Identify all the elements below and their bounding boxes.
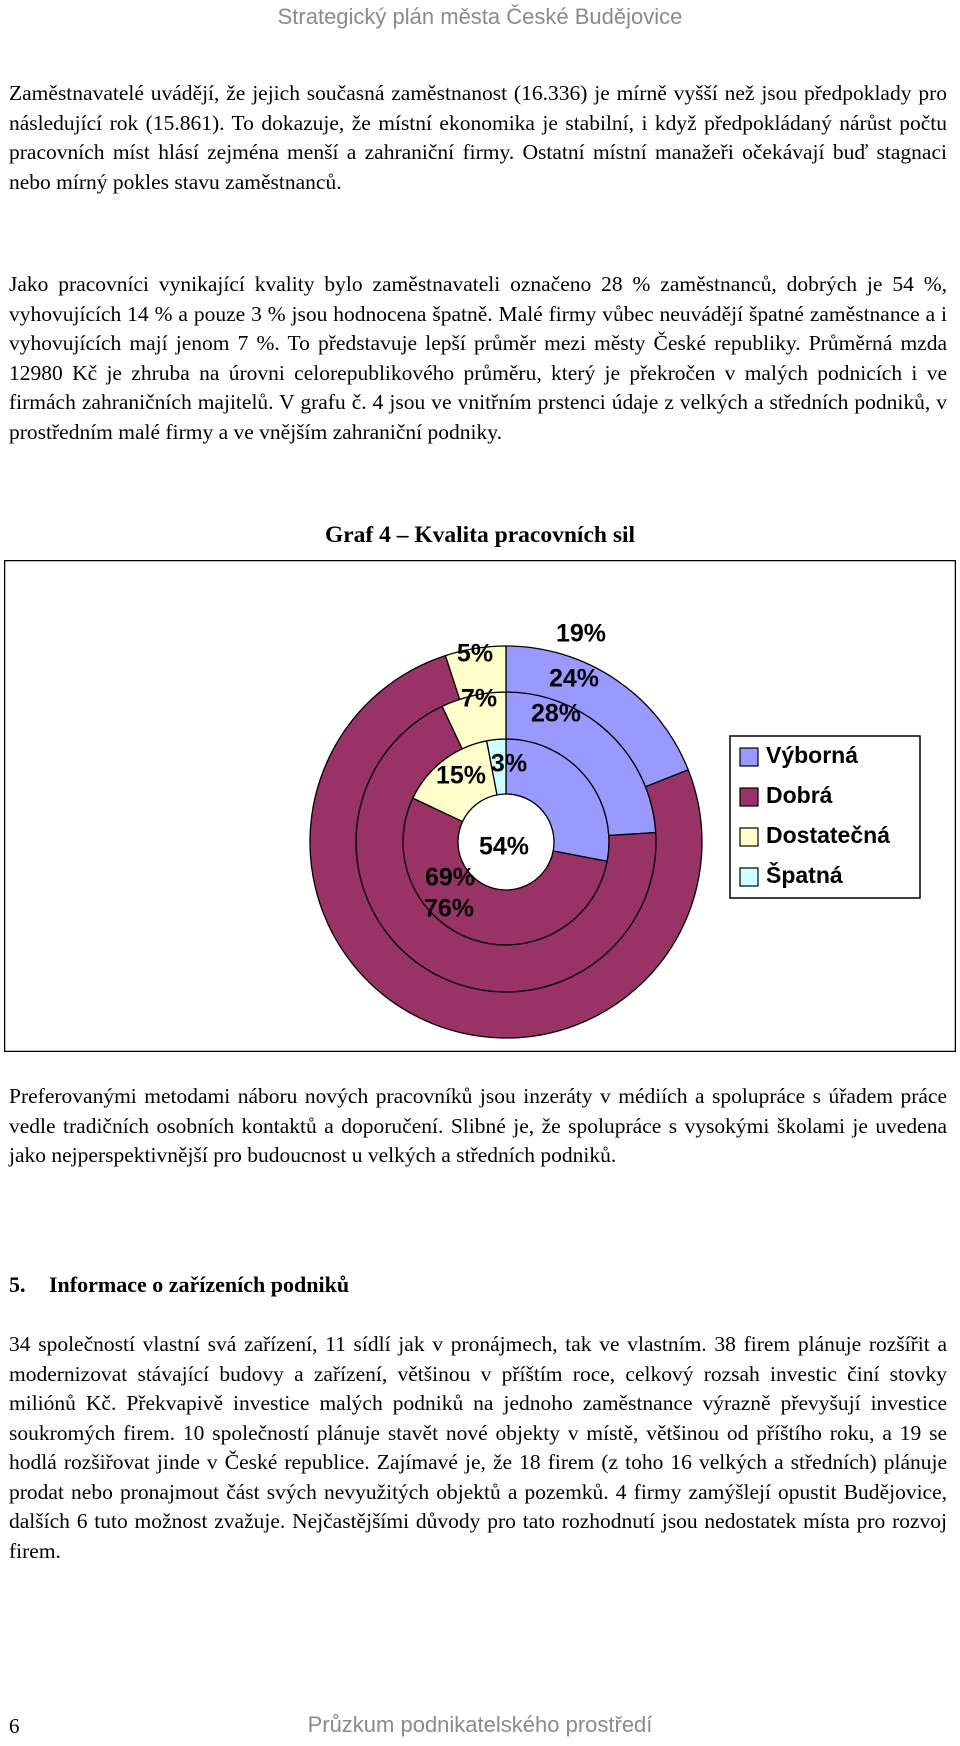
paragraph-employment [9,79,947,197]
paragraph-text: Preferovanými metodami náboru nových pracovníků jsou inzeráty v médiích a spolupráce s úřadem práce vedle tradičních osobních kontaktů a doporučení. Slibné je, že spolupráce s vysokými školami je uvedena jako nejperspektivnější pro budoucnost u velkých a středních podniků. [9,1084,947,1167]
data-label: 76% [423,894,475,923]
legend-swatch [740,788,758,806]
legend-label: Dobrá [766,782,833,809]
page-header: Strategický plán města České Budějovice [277,4,683,29]
legend-swatch [740,748,758,766]
data-label: 54% [478,832,530,861]
section-title: Informace o zařízeních podniků [49,1272,350,1297]
legend-swatch [740,868,758,886]
doughnut-chart [4,560,956,1052]
data-label: 19% [555,619,607,648]
section-number: 5. [9,1272,26,1297]
data-label: 28% [530,699,582,728]
page-footer: Průzkum podnikatelského prostředí [307,1712,653,1737]
legend-swatch [740,828,758,846]
paragraph-text: Zaměstnavatelé uvádějí, že jejich současná zaměstnanost (16.336) je mírně vyšší než jsou předpoklady pro následující rok (15.861). To dokazuje, že místní ekonomika je stabilní, i když předpokládaný nárůst počtu pracovních míst hlásí zejména menší a zahraniční firmy. Ostatní místní manažeři očekávají buď stagnaci nebo mírný pokles stavu zaměstnanců. [9,81,947,194]
paragraph-text: 34 společností vlastní svá zařízení, 11 sídlí jak v pronájmech, tak ve vlastním. 38 firem plánuje rozšířit a modernizovat stávající budovy a zařízení, většinou v příštím roce, celkový rozsah investic činí stovky miliónů Kč. Překvapivě investice malých podniků na jednoho zaměstnance výrazně převyšují investice soukromých firem. 10 společností plánuje stavět nové objekty v místě, většinou od příštího roku, a 19 se hodlá rozšiřovat jinde v České republice. Zajímavé je, že 18 firem (z toho 16 velkých a středních) plánuje prodat nebo pronajmout část svých nevyužitých objektů a pozemků. 4 firmy zamýšlejí opustit Budějovice, dalších 6 tuto možnost zvažuje. Nejčastějšími důvody pro tato rozhodnutí jsou nedostatek místa pro rozvoj firem. [9,1332,947,1563]
legend-label: Výborná [766,742,859,769]
legend-label: Dostatečná [766,822,890,849]
page-number: 6 [9,1714,20,1738]
paragraph-workforce-quality [9,270,947,447]
section-heading [9,1272,349,1298]
data-label: 7% [460,684,498,713]
data-label: 15% [435,761,487,790]
chart-legend [730,736,920,898]
chart-container [4,560,956,1052]
data-label: 69% [424,863,476,892]
legend-label: Špatná [766,862,843,889]
chart-title: Graf 4 – Kvalita pracovních sil [324,522,636,548]
paragraph-recruitment [9,1082,947,1171]
data-label: 24% [548,664,600,693]
data-label: 5% [456,639,494,668]
paragraph-facilities [9,1330,947,1566]
data-label: 3% [490,749,528,778]
paragraph-text: Jako pracovníci vynikající kvality bylo zaměstnavateli označeno 28 % zaměstnanců, dobrých je 54 %, vyhovujících 14 % a pouze 3 % jsou hodnocena špatně. Malé firmy vůbec neuvádějí špatné zaměstnance a i vyhovujících mají jenom 7 %. To představuje lepší průměr mezi městy České republiky. Průměrná mzda 12980 Kč je zhruba na úrovni celorepublikového průměru, který je překročen v malých podnicích i ve firmách zahraničních majitelů. V grafu č. 4 jsou ve vnitřním prstenci údaje z velkých a středních podniků, v prostředním malé firmy a ve vnějším zahraniční podniky. [9,272,947,444]
